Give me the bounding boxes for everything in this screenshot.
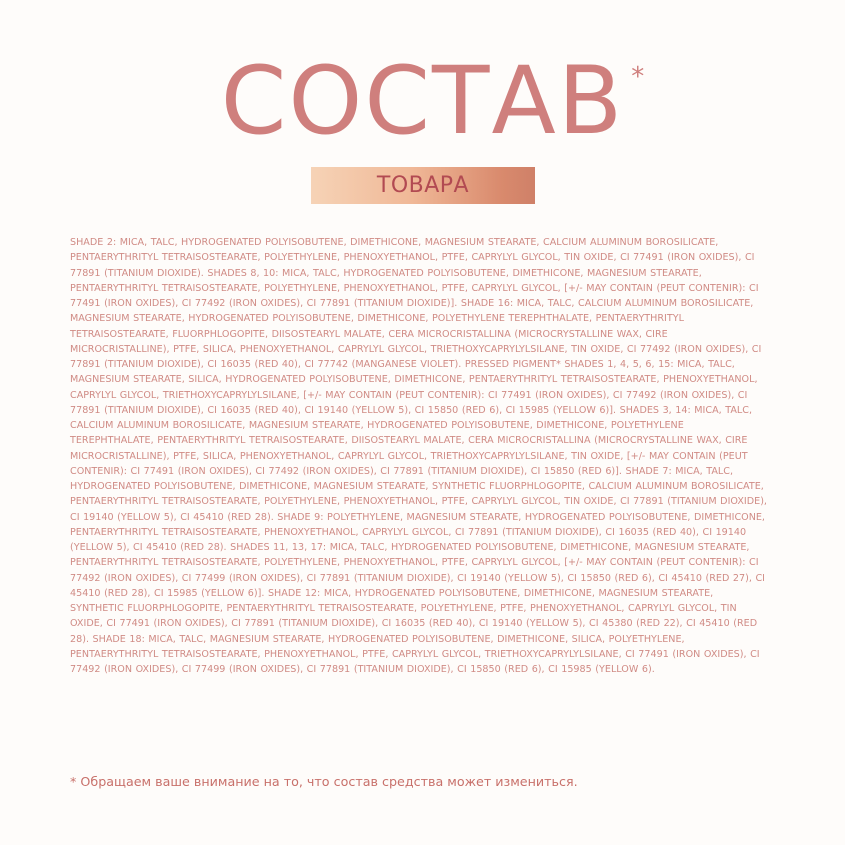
ingredients-list: SHADE 2: MICA, TALC, HYDROGENATED POLYISOBUTENE, DIMETHICONE, MAGNESIUM STEARATE, CALCIUM ALUMINUM BOROSILICATE, PENTAERYTHRITYL TETRAISOSTEARATE, POLYETHYLENE, PHENOXYETHANOL, PTFE, CAPRYLYL GLYCOL, TIN OXIDE, CI 77491 (IRON OXIDES), CI 77891 (TITANIUM DIOXIDE). SHADES 8, 10: MICA, TALC, HYDROGENATED POLYISOBUTENE, DIMETHICONE, MAGNESIUM STEARATE, PENTAERYTHRITYL TETRAISOSTEARATE, POLYETHYLENE, PHENOXYETHANOL, PTFE, CAPRYLYL GLYCOL, [+/- MAY CONTAIN (PEUT CONTENIR): CI 77491 (IRON OXIDES), CI 77492 (IRON OXIDES), CI 77891 (TITANIUM DIOXIDE)]. SHADE 16: MICA, TALC, CALCIUM ALUMINUM BOROSILICATE, MAGNESIUM STEARATE, HYDROGENATED POLYISOBUTENE, DIMETHICONE, POLYETHYLENE TEREPHTHALATE, PENTAERYTHRITYL TETRAISOSTEARATE, FLUORPHLOGOPITE, DIISOSTEARYL MALATE, CERA MICROCRISTALLINA (MICROCRYSTALLINE WAX, CIRE MICROCRISTALLINE), PTFE, SILICA, PHENOXYETHANOL, CAPRYLYL GLYCOL, TRIETHOXYCAPRYLYLSILANE, TIN OXIDE, CI 77492 (IRON OXIDES), CI 77891 (TITANIUM DIOXIDE), CI 16035 (RED 40), CI 77742 (MANGANESE VIOLET). PRESSED PIGMENT* SHADES 1, 4, 5, 6, 15: MICA, TALC, MAGNESIUM STEARATE, SILICA, HYDROGENATED POLYISOBUTENE, DIMETHICONE, PENTAERYTHRITYL TETRAISOSTEARATE, PHENOXYETHANOL, CAPRYLYL GLYCOL, TRIETHOXYCAPRYLYLSILANE, [+/- MAY CONTAIN (PEUT CONTENIR): CI 77491 (IRON OXIDES), CI 77492 (IRON OXIDES), CI 77891 (TITANIUM DIOXIDE), CI 16035 (RED 40), CI 19140 (YELLOW 5), CI 15850 (RED 6), CI 15985 (YELLOW 6)]. SHADES 3, 14: MICA, TALC, CALCIUM ALUMINUM BOROSILICATE, MAGNESIUM STEARATE, HYDROGENATED POLYISOBUTENE, DIMETHICONE, POLYETHYLENE TEREPHTHALATE, PENTAERYTHRITYL TETRAISOSTEARATE, DIISOSTEARYL MALATE, CERA MICROCRISTALLINA (MICROCRYSTALLINE WAX, CIRE MICROCRISTALLINE), PTFE, SILICA, PHENOXYETHANOL, CAPRYLYL GLYCOL, TRIETHOXYCAPRYLYLSILANE, TIN OXIDE, [+/- MAY CONTAIN (PEUT CONTENIR): CI 77491 (IRON OXIDES), CI 77492 (IRON OXIDES), CI 77891 (TITANIUM DIOXIDE), CI 15850 (RED 6)]. SHADE 7: MICA, TALC, HYDROGENATED POLYISOBUTENE, DIMETHICONE, MAGNESIUM STEARATE, SYNTHETIC FLUORPHLOGOPITE, CALCIUM ALUMINUM BOROSILICATE, PENTAERYTHRITYL TETRAISOSTEARATE, POLYETHYLENE, PHENOXYETHANOL, PTFE, CAPRYLYL GLYCOL, TIN OXIDE, CI 77891 (TITANIUM DIOXIDE), CI 19140 (YELLOW 5), CI 45410 (RED 28). SHADE 9: POLYETHYLENE, MAGNESIUM STEARATE, HYDROGENATED POLYISOBUTENE, DIMETHICONE, PENTAERYTHRITYL TETRAISOSTEARATE, PHENOXYETHANOL, CAPRYLYL GLYCOL, CI 77891 (TITANIUM DIOXIDE), CI 16035 (RED 40), CI 19140 (YELLOW 5), CI 45410 (RED 28). SHADES 11, 13, 17: MICA, TALC, HYDROGENATED POLYISOBUTENE, DIMETHICONE, MAGNESIUM STEARATE, PENTAERYTHRITYL TETRAISOSTEARATE, POLYETHYLENE, PHENOXYETHANOL, PTFE, CAPRYLYL GLYCOL, [+/- MAY CONTAIN (PEUT CONTENIR): CI 77492 (IRON OXIDES), CI 77499 (IRON OXIDES), CI 77891 (TITANIUM DIOXIDE), CI 19140 (YELLOW 5), CI 15850 (RED 6), CI 45410 (RED 27), CI 45410 (RED 28), CI 15985 (YELLOW 6)]. SHADE 12: MICA, HYDROGENATED POLYISOBUTENE, DIMETHICONE, MAGNESIUM STEARATE, SYNTHETIC FLUORPHLOGOPITE, PENTAERYTHRITYL TETRAISOSTEARATE, POLYETHYLENE, PTFE, PHENOXYETHANOL, CAPRYLYL GLYCOL, TIN OXIDE, CI 77491 (IRON OXIDES), CI 77891 (TITANIUM DIOXIDE), CI 16035 (RED 40), CI 19140 (YELLOW 5), CI 45380 (RED 22), CI 45410 (RED 28). SHADE 18: MICA, TALC, MAGNESIUM STEARATE, HYDROGENATED POLYISOBUTENE, DIMETHICONE, SILICA, POLYETHYLENE, PENTAERYTHRITYL TETRAISOSTEARATE, PHENOXYETHANOL, PTFE, CAPRYLYL GLYCOL, TRIETHOXYCAPRYLYLSILANE, CI 77491 (IRON OXIDES), CI 77492 (IRON OXIDES), CI 77499 (IRON OXIDES), CI 77891 (TITANIUM DIOXIDE), CI 15850 (RED 6), CI 15985 (YELLOW 6). (70, 237, 767, 675)
page-title (220, 47, 647, 156)
footnote: * Обращаем ваше внимание на то, что состав средства может измениться. (70, 774, 578, 789)
page-title-text: СОСТАВ (220, 47, 625, 156)
subtitle-banner: ТОВАРА (311, 167, 535, 204)
page-title-wrapper (0, 47, 845, 156)
title-asterisk: * (631, 62, 647, 92)
